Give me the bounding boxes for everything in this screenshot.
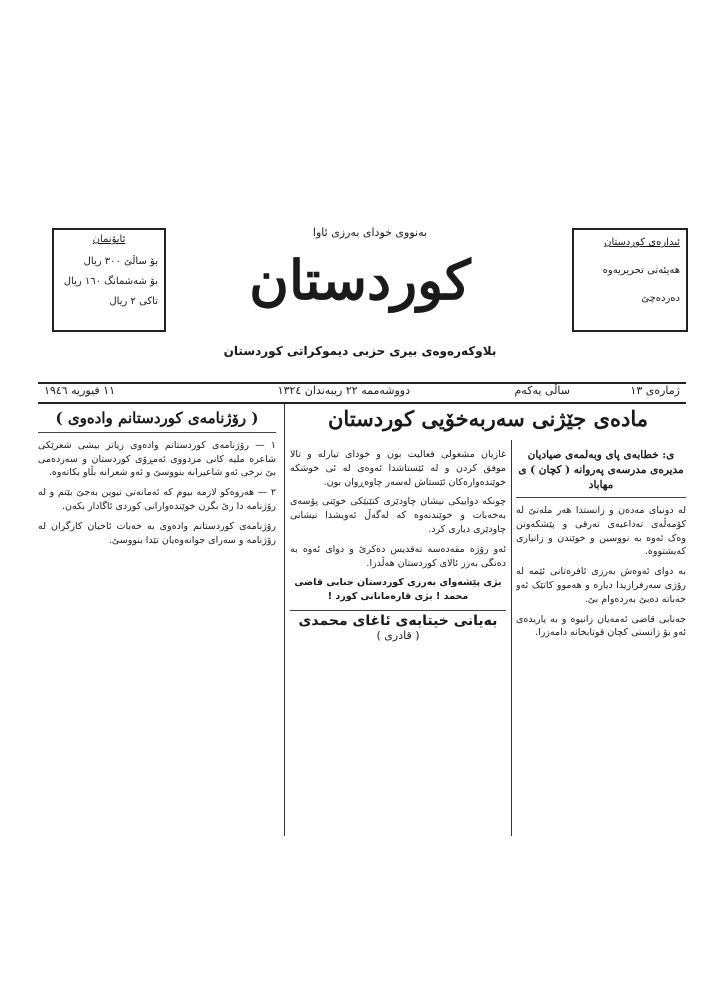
section-subtitle: ( قادری ) bbox=[376, 628, 420, 642]
divider bbox=[38, 402, 686, 404]
subscription-row: تاکی ٢ ریال bbox=[109, 296, 158, 307]
paragraph: چونکە دواییکی نیشان چاودێری کتێبێکی خوێنی پۆسەی بەخەبات و خوێندنەوە کە لەگەڵ ئەویشدا نیشانی چاودێری دیاری کرد. bbox=[290, 496, 506, 535]
middle-column bbox=[290, 408, 506, 836]
right-column-heading: ی: خطابەی پای وبەلمەی صیادیان مدیرەی مدرسەی پەروانە ( کچان ) ی مهاباد bbox=[516, 448, 686, 498]
newspaper-subtitle: بلاوکەرەوەی بیری حزبی دیموکراتی کوردستان bbox=[223, 344, 497, 358]
section-title: بەیانی خیتابەی ئاغای محمدی bbox=[290, 610, 506, 629]
editorial-row: دەردەچێ bbox=[641, 293, 680, 304]
newspaper-title: کوردستان bbox=[249, 248, 471, 312]
weekday-date: دووشەممە ٢٢ ریبەندان ١٣٢٤ bbox=[277, 384, 410, 397]
editorial-box bbox=[572, 228, 688, 332]
column-divider bbox=[511, 440, 512, 836]
left-column-heading: ( رۆژنامەی کوردستانم وادەوی ) bbox=[38, 408, 276, 433]
subscription-row: بۆ ساڵێ ٣٠٠ ریال bbox=[83, 256, 158, 267]
main-headline: مادەی جێژنی سەربەخۆیی کوردستان bbox=[328, 406, 648, 431]
paragraph: ئەو رۆژە مقەدەسە تەقدیس دەکرێ و دوای ئەوە بە دەنگی بەرز ئالای کوردستان هەڵدرا. bbox=[290, 543, 506, 569]
subscription-row: بۆ شەشمانگ ١٦٠ ریال bbox=[63, 276, 158, 287]
right-column bbox=[516, 408, 686, 836]
slogan: بژی پێشەوای بەرزی کوردستان جنابی قاضی محمد ! بژی قارەمانانی کورد ! bbox=[294, 577, 502, 603]
paragraph: رۆژنامەی کوردستانم وادەوی بە خەبات ئاخیان کارگران لە رۆژنامە و سەرای جوانەوەیان تێدا بنووسێ. bbox=[38, 520, 276, 546]
paragraph: لە دونیای مەدەن و زانستدا هەر ملەتێ لە کۆمەڵەی تەداعیەی تەرقی و پێشکەوتن وەک ئەوە بە نووسین و خوێندن و زانیاری کەیشتووە. bbox=[516, 505, 686, 558]
top-tagline: بەنووی خودای بەرزی ئاوا bbox=[312, 226, 428, 239]
paragraph: جەنابی قاضی ئەمەیان زانیوە و بە یاریدەی ئەو بۆ زانستی کچان قوتابخانە دامەزرا. bbox=[516, 613, 686, 639]
editorial-row: هەیئەتی تحریریەوە bbox=[602, 265, 680, 276]
left-column bbox=[38, 408, 276, 836]
issue-number: ژمارەی ١٣ bbox=[630, 384, 680, 397]
subscription-box bbox=[52, 228, 166, 332]
year-label: ساڵی یەکەم bbox=[514, 384, 570, 397]
column-divider bbox=[284, 404, 285, 836]
subscription-title: ئابۆنمان bbox=[92, 234, 126, 245]
paragraph: ٢ — هەروەکو لازمە بیوم کە ئەمانەتی تیوین بەجێ بێنم و لە رۆژنامە دا رێ بگرن خوێندەوارانی کوردی ئاگادار بکەن. bbox=[38, 487, 276, 512]
gregorian-date: ١١ فیوریە ١٩٤٦ bbox=[44, 384, 115, 397]
paragraph: غازیان مشغولی فعالیت بون و خودای تیارلە و تالا موفق کردن و لە ئێستاشدا ئەوەی لە ئی خوشکە خوێندەوارەکان ئێستاش لەسەر چاوەڕوان بون. bbox=[290, 449, 506, 488]
editorial-row: ئیدارەی کوردستان bbox=[604, 237, 680, 248]
paragraph: ١ — رۆژنامەی کوردستانم وادەوی زیاتر بیشی شعرێکی شاعرە ملیە کانی مردووی ئەمڕۆی کوردستان و سەردەمی بێ نرخی ئەو شاعیرانە بنووسێ و ئەو شعرانە بڵاو بکاتەوە. bbox=[38, 439, 276, 479]
paragraph: بە دوای ئەوەش بەرزی ئافرەتانی ئێمە لە رۆژی سەرفرازیدا دیارە و هەموو کاتێک ئەو خەباتە دەبێ بەردەوام بێ. bbox=[516, 566, 686, 605]
